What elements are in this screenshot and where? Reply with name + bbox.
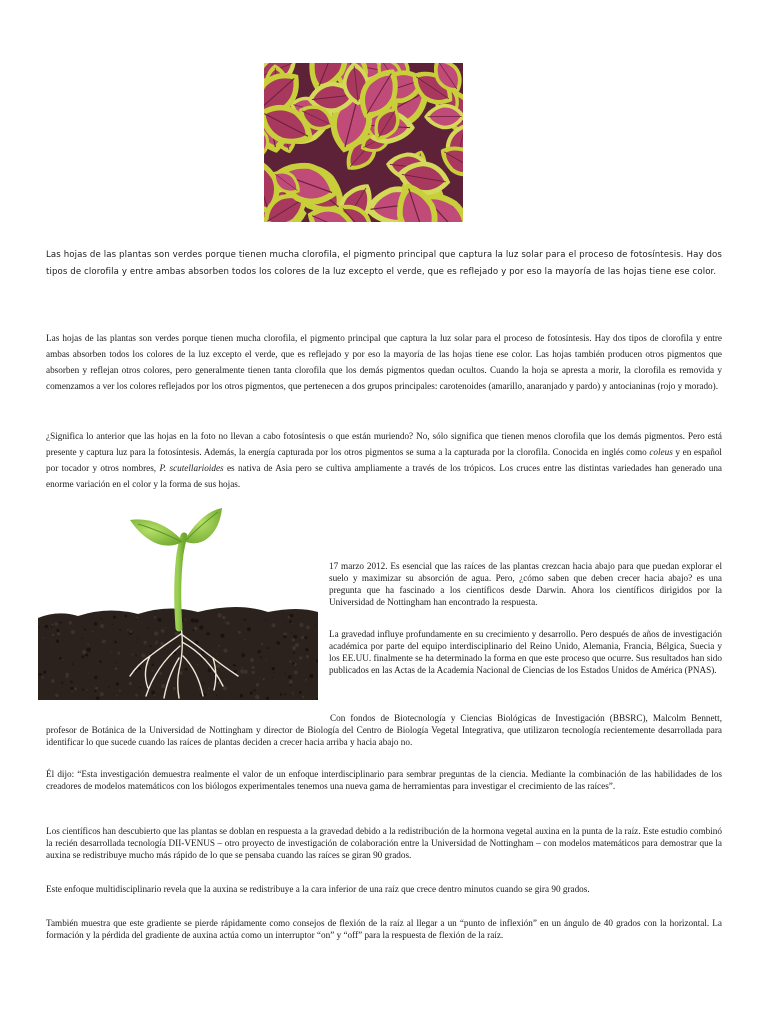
coleus-leaves-photo (264, 63, 463, 222)
roots-intro-paragraph: 17 marzo 2012. Es esencial que las raíces de las plantas crezcan hacia abajo para que puedan explorar el suelo y maximizar su absorción de agua. Pero, ¿cómo saben que deben crecer hacia abajo? es una pregunta que ha fascinado a los científicos desde Darwin. Ahora los científicos dirigidos por la Universidad de Nottingham han encontrado la respuesta. (329, 561, 722, 607)
pigments-paragraph: Las hojas de las plantas son verdes porque tienen mucha clorofila, el pigmento principal que captura la luz solar para el proceso de fotosíntesis. Hay dos tipos de clorofila y entre ambas absorben todos los colores de la luz excepto el verde, que es reflejado y por eso la mayoría de las hojas tiene ese color. Las hojas también producen otros pigmentos que absorben y reflejan otros colores, pero generalmente tienen tanta clorofila que los demás pigmentos quedan ocultos. Cuando la hoja se apresta a morir, la clorofila es removida y comenzamos a ver los colores reflejados por los otros pigmentos, que pertenecen a dos grupos principales: carotenoides (amarillo, anaranjado y pardo) y antocianinas (rojo y morado). (46, 333, 722, 391)
funding-paragraph: Con fondos de Biotecnología y Ciencias Biológicas de Investigación (BBSRC), Malcolm Bennett, profesor de Botánica de la Universidad de Nottingham y director de Biología del Centro de Biología Vegetal Integrativa, que utilizaron tecnología recientemente desarrollada para identificar lo que sucede cuando las raíces de plantas deciden a crecer hacia arriba y hacia abajo no. (46, 713, 722, 747)
coleus-name: coleus (649, 447, 673, 457)
gravity-paragraph: La gravedad influye profundamente en su crecimiento y desarrollo. Pero después de años de investigación académica por parte del equipo interdisciplinario del Reino Unido, Alemania, Francia, Bélgica, Suecia y los EE.UU. finalmente se ha determinado la forma en que este proceso que ocurre. Sus resultados han sido publicados en las Actas de la Academia Nacional de Ciencias de los Estados Unidos de América (PNAS). (329, 629, 722, 675)
gradient-paragraph: También muestra que este gradiente se pierde rápidamente como consejos de flexión de la raíz al llegar a un “punto de inflexión” en un ángulo de 40 grados con la horizontal. La formación y la pérdida del gradiente de auxina actúa como un interruptor “on” y “off” para la respuesta de flexión de la raíz. (46, 918, 722, 940)
coleus-paragraph: ¿Significa lo anterior que las hojas en la foto no llevan a cabo fotosíntesis o que están muriendo? No, sólo significa que tienen menos clorofila que los demás pigmentos. Pero está presente y captura luz para la fotosíntesis. Además, la energía capturada por los otros pigmentos se suma a la capturada por la clorofila. Conocida en inglés como coleus y en español por tocador y otros nombres, P. scutellarioides es nativa de Asia pero se cultiva ampliamente a través de los trópicos. Los cruces entre las distintas variedades han generado una enorme variación en el color y la forma de sus hojas. (46, 431, 722, 489)
intro-paragraph: Las hojas de las plantas son verdes porque tienen mucha clorofila, el pigmento principal que captura la luz solar para el proceso de fotosíntesis. Hay dos tipos de clorofila y entre ambas absorben todos los colores de la luz excepto el verde, que es reflejado y por eso la mayoría de las hojas tiene ese color. (46, 250, 722, 277)
multidisciplinary-paragraph: Este enfoque multidisciplinario revela que la auxina se redistribuye a la cara inferior de una raíz que crece dentro minutos cuando se gira 90 grados. (46, 884, 590, 894)
auxin-paragraph: Los científicos han descubierto que las plantas se doblan en respuesta a la gravedad debido a la redistribución de la hormona vegetal auxina en la punta de la raíz. Este estudio combinó la recién desarrollada tecnología DII-VENUS – otro proyecto de investigación de colaboración entre la Universidad de Nottingham – con modelos matemáticos para demostrar que la auxina se redistribuye mucho más rápido de lo que se pensaba cuando las raíces se giran 90 grados. (46, 826, 722, 860)
species-name: P. scutellarioides (159, 463, 224, 473)
quote-paragraph: Él dijo: “Esta investigación demuestra realmente el valor de un enfoque interdisciplinario para sembrar preguntas de la ciencia. Mediante la combinación de las habilidades de los creadores de modelos matemáticos con los biólogos experimentales tenemos una nueva gama de herramientas para investigar el crecimiento de las raíces”. (46, 769, 722, 791)
sprout-seedling-photo (38, 506, 318, 700)
